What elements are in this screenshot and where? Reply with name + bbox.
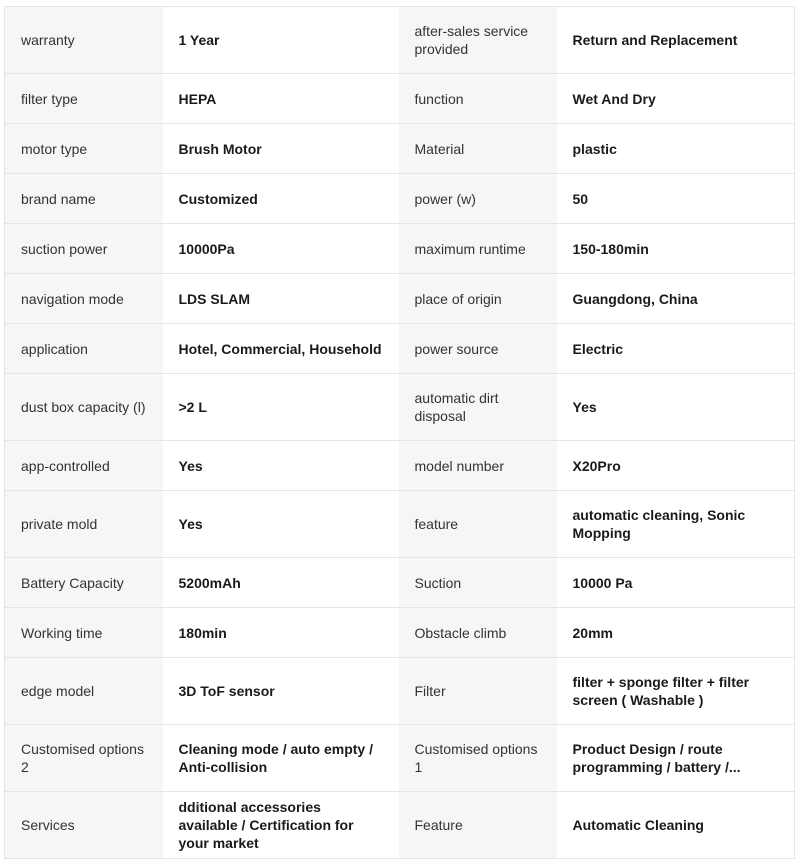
- spec-value: dditional accessories available / Certification for your market: [163, 792, 399, 859]
- spec-value: 20mm: [557, 608, 795, 658]
- spec-label: navigation mode: [5, 274, 163, 324]
- spec-value: 3D ToF sensor: [163, 658, 399, 725]
- spec-row-navigation-mode: [5, 274, 795, 324]
- spec-label: Obstacle climb: [399, 608, 557, 658]
- spec-value: 1 Year: [163, 7, 399, 74]
- spec-row-edge-model: [5, 658, 795, 725]
- spec-label: Material: [399, 124, 557, 174]
- spec-row-app-controlled: [5, 441, 795, 491]
- spec-value: 5200mAh: [163, 558, 399, 608]
- spec-label: Customised options 2: [5, 725, 163, 792]
- spec-label: filter type: [5, 74, 163, 124]
- spec-label: Feature: [399, 792, 557, 859]
- spec-label: app-controlled: [5, 441, 163, 491]
- spec-label: suction power: [5, 224, 163, 274]
- spec-value: Yes: [557, 374, 795, 441]
- spec-label: brand name: [5, 174, 163, 224]
- spec-value-text: Product Design / route programming / battery /...: [572, 741, 741, 775]
- spec-row-application: [5, 324, 795, 374]
- spec-label: power source: [399, 324, 557, 374]
- spec-value: Cleaning mode / auto empty / Anti-collision: [163, 725, 399, 792]
- spec-value: LDS SLAM: [163, 274, 399, 324]
- spec-value: Hotel, Commercial, Household: [163, 324, 399, 374]
- spec-row-suction-power: [5, 224, 795, 274]
- spec-label: Customised options 1: [399, 725, 557, 792]
- spec-row-motor-type: [5, 124, 795, 174]
- spec-label: Services: [5, 792, 163, 859]
- spec-label: Suction: [399, 558, 557, 608]
- spec-label: motor type: [5, 124, 163, 174]
- spec-label: edge model: [5, 658, 163, 725]
- spec-label: place of origin: [399, 274, 557, 324]
- spec-row-customised-options: [5, 725, 795, 792]
- spec-label: Filter: [399, 658, 557, 725]
- spec-value: 180min: [163, 608, 399, 658]
- spec-row-dust-box-capacity: [5, 374, 795, 441]
- spec-value: Return and Replacement: [557, 7, 795, 74]
- spec-row-working-time: [5, 608, 795, 658]
- spec-value: >2 L: [163, 374, 399, 441]
- spec-row-brand-name: [5, 174, 795, 224]
- spec-value: Electric: [557, 324, 795, 374]
- spec-label: model number: [399, 441, 557, 491]
- spec-label: function: [399, 74, 557, 124]
- spec-label: maximum runtime: [399, 224, 557, 274]
- spec-value: Customized: [163, 174, 399, 224]
- spec-value: 10000 Pa: [557, 558, 795, 608]
- spec-value: Automatic Cleaning: [557, 792, 795, 859]
- spec-row-battery-capacity: [5, 558, 795, 608]
- spec-label: Battery Capacity: [5, 558, 163, 608]
- spec-label: dust box capacity (l): [5, 374, 163, 441]
- spec-value: X20Pro: [557, 441, 795, 491]
- spec-label: Working time: [5, 608, 163, 658]
- spec-label: automatic dirt disposal: [399, 374, 557, 441]
- spec-value: Brush Motor: [163, 124, 399, 174]
- spec-value: Guangdong, China: [557, 274, 795, 324]
- spec-value: 50: [557, 174, 795, 224]
- spec-value: automatic cleaning, Sonic Mopping: [557, 491, 795, 558]
- spec-value: 10000Pa: [163, 224, 399, 274]
- spec-row-filter-type: [5, 74, 795, 124]
- spec-label: private mold: [5, 491, 163, 558]
- spec-value: [557, 725, 795, 792]
- spec-row-private-mold: [5, 491, 795, 558]
- spec-row-services: [5, 792, 795, 859]
- spec-label: power (w): [399, 174, 557, 224]
- spec-label: warranty: [5, 7, 163, 74]
- spec-value: Yes: [163, 441, 399, 491]
- spec-label: after-sales service provided: [399, 7, 557, 74]
- spec-label: application: [5, 324, 163, 374]
- spec-row-warranty: [5, 7, 795, 74]
- product-spec-table: [4, 6, 795, 859]
- spec-value: Yes: [163, 491, 399, 558]
- spec-value: HEPA: [163, 74, 399, 124]
- spec-value: filter + sponge filter + filter screen ( Washable ): [557, 658, 795, 725]
- spec-value: Wet And Dry: [557, 74, 795, 124]
- spec-label: feature: [399, 491, 557, 558]
- spec-value: 150-180min: [557, 224, 795, 274]
- spec-value: plastic: [557, 124, 795, 174]
